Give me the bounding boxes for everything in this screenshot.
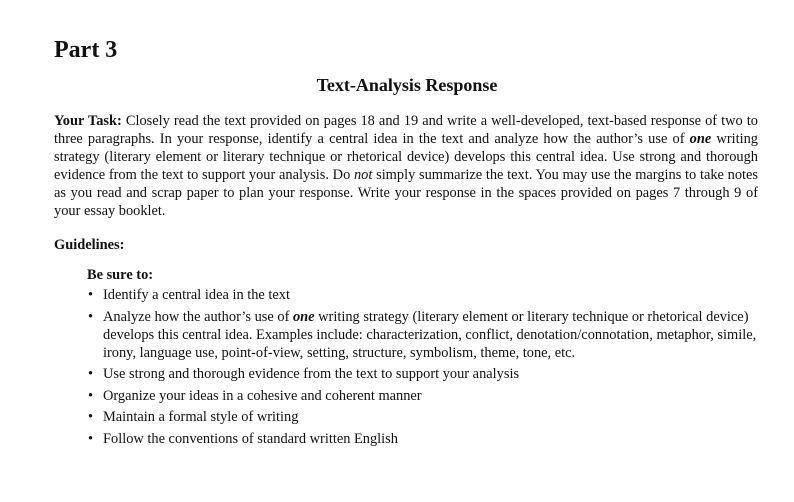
bullet-icon: • [88,430,94,447]
list-item-text: Organize your ideas in a cohesive and coherent manner [103,387,422,404]
task-text-1: Closely read the text provided on pages 18 and 19 and write a well-developed, text-based response of two to three paragraphs. In your response, identify a central idea in the text and analyze how the author’s use of [54,113,758,147]
list-item-text: Maintain a formal style of writing [103,409,299,425]
task-emphasis-one: one [689,131,712,147]
list-item [87,387,759,405]
bullet-icon: • [88,287,94,303]
list-item-text: Analyze how the author’s use of [103,308,293,325]
list-item [87,365,759,383]
document-page [54,36,764,451]
task-label: Your Task: [54,113,122,129]
bullet-icon: • [88,409,94,425]
task-text-3: simply summarize the text. You may use the margins to take notes as you read and scrap paper to plan your response. Write your response in the spaces provided on pages 7 through 9 of your essay booklet. [54,167,758,219]
section-title: Text-Analysis Response [316,75,498,95]
list-item [87,430,759,448]
list-item-emphasis-one: one [292,308,315,325]
list-item [87,408,759,426]
guidelines-heading: Guidelines: [54,237,125,253]
task-paragraph [54,112,758,220]
list-item-text: Identify a central idea in the text [103,287,290,303]
bullet-icon: • [88,366,94,382]
list-item [87,308,759,362]
list-item-text: writing strategy (literary element or literary technique or rhetorical device) develops this central idea. Examples include: characterization, conflict, denotation/connotation, metaphor, simile, irony, language use, point-of-view, setting, structure, symbolism, theme, tone, etc. [103,308,757,361]
list-item-text: Follow the conventions of standard written English [103,430,398,447]
part-title: Part 3 [54,37,118,63]
guidelines-subheading: Be sure to: [87,267,154,283]
bullet-icon: • [88,308,94,325]
list-item [87,286,759,304]
bullet-icon: • [88,387,94,404]
task-emphasis-not: not [353,167,373,183]
guidelines-list [87,286,759,448]
list-item-text: Use strong and thorough evidence from the text to support your analysis [103,366,520,382]
task-text-2: writing strategy (literary element or literary technique or rhetorical device) develops this central idea. Use strong and thorough evidence from the text to support your analysis. Do [54,131,758,183]
